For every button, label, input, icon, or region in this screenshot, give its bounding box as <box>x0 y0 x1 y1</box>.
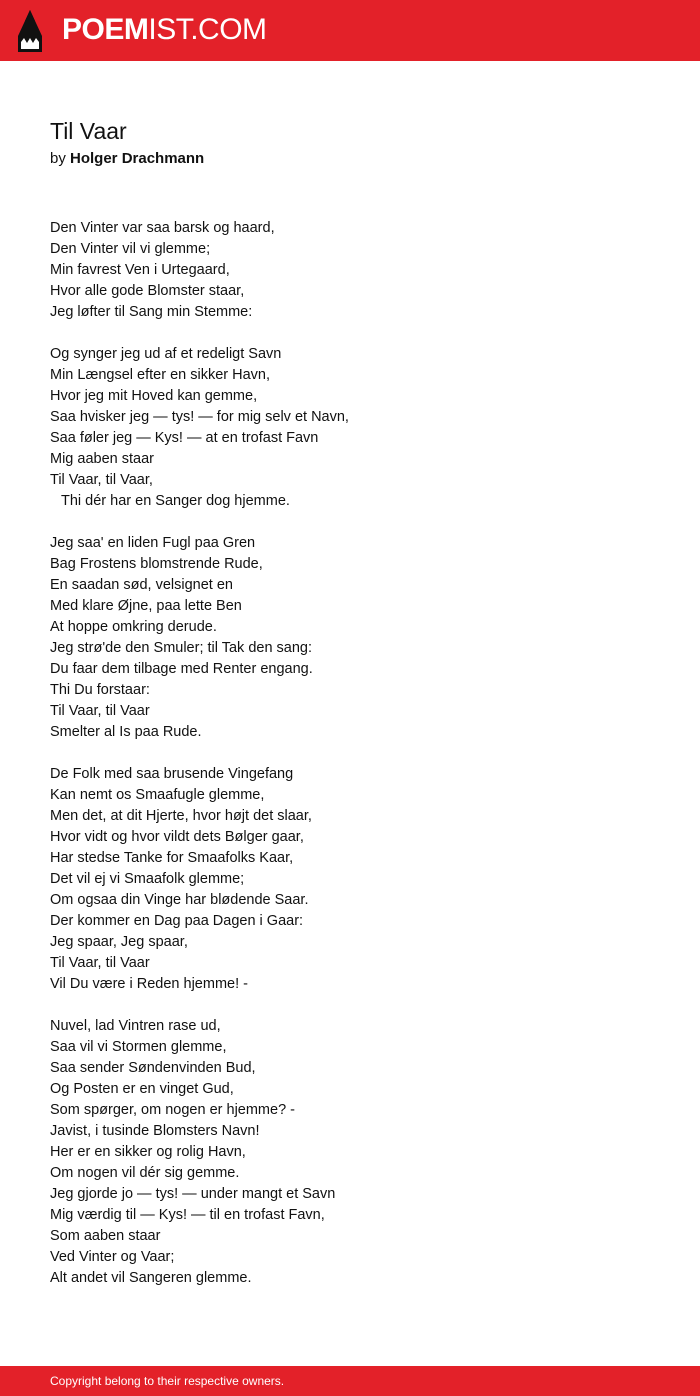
poem-line: Om ogsaa din Vinge har blødende Saar. <box>50 892 309 908</box>
poem-stanza <box>50 344 670 512</box>
poem-line: Vil Du være i Reden hjemme! - <box>50 976 248 992</box>
author-name: Holger Drachmann <box>70 150 205 167</box>
poem-line: Thi Du forstaar: <box>50 682 150 698</box>
poem-line: Og Posten er en vinget Gud, <box>50 1081 234 1097</box>
poem-line: Jeg saa' en liden Fugl paa Gren <box>50 535 256 551</box>
pencil-tip-icon[interactable] <box>18 10 42 52</box>
poem-line: Smelter al Is paa Rude. <box>50 724 202 740</box>
site-footer <box>0 1366 700 1396</box>
byline-prefix: by <box>50 150 66 167</box>
logo-light-text: IST.COM <box>148 13 267 46</box>
poem-line: Men det, at dit Hjerte, hvor højt det slaar, <box>50 808 312 824</box>
poem-line: Hvor jeg mit Hoved kan gemme, <box>50 388 258 404</box>
poem-line: Min favrest Ven i Urtegaard, <box>50 262 230 278</box>
poem-byline <box>50 148 204 170</box>
poem-line: Om nogen vil dér sig gemme. <box>50 1165 240 1181</box>
site-header <box>0 0 700 61</box>
poem-line: Jeg strø'de den Smuler; til Tak den sang: <box>50 640 313 656</box>
poem-stanza <box>50 533 670 743</box>
poem-line: Som aaben staar <box>50 1228 161 1244</box>
logo-bold-text: POEM <box>62 13 149 46</box>
poem-title: Til Vaar <box>50 118 127 144</box>
poem-line: Saa hvisker jeg — tys! — for mig selv et Navn, <box>50 409 349 425</box>
poem-line: Alt andet vil Sangeren glemme. <box>50 1270 252 1286</box>
poem-line: Til Vaar, til Vaar <box>50 703 150 719</box>
poem-line: Den Vinter vil vi glemme; <box>50 241 211 257</box>
poem-line: Hvor vidt og hvor vildt dets Bølger gaar, <box>50 829 304 845</box>
poem-line: Her er en sikker og rolig Havn, <box>50 1144 246 1160</box>
poem-line: Saa føler jeg — Kys! — at en trofast Favn <box>50 430 319 446</box>
poem-line: Thi dér har en Sanger dog hjemme. <box>61 493 290 509</box>
poem-line: Mig aaben staar <box>50 451 154 467</box>
poem-line: Til Vaar, til Vaar, <box>50 472 153 488</box>
poem-line: Nuvel, lad Vintren rase ud, <box>50 1018 221 1034</box>
poem-line: Bag Frostens blomstrende Rude, <box>50 556 263 572</box>
poem-line: Kan nemt os Smaafugle glemme, <box>50 787 265 803</box>
poem-line: Den Vinter var saa barsk og haard, <box>50 220 275 236</box>
poem-line: Jeg gjorde jo — tys! — under mangt et Savn <box>50 1186 336 1202</box>
site-logo[interactable] <box>62 12 267 48</box>
poem-body <box>50 218 670 1310</box>
poem-stanza <box>50 218 670 323</box>
copyright-notice: Copyright belong to their respective owners. <box>50 1374 285 1388</box>
poem-line: Som spørger, om nogen er hjemme? - <box>50 1102 295 1118</box>
poem-line: Har stedse Tanke for Smaafolks Kaar, <box>50 850 294 866</box>
poem-line: Du faar dem tilbage med Renter engang. <box>50 661 313 677</box>
poem-line: Javist, i tusinde Blomsters Navn! <box>50 1123 260 1139</box>
poem-line: De Folk med saa brusende Vingefang <box>50 766 294 782</box>
poem-stanza <box>50 1016 670 1289</box>
poem-stanza <box>50 764 670 995</box>
poem-line: Mig værdig til — Kys! — til en trofast Favn, <box>50 1207 325 1223</box>
poem-line: Med klare Øjne, paa lette Ben <box>50 598 242 614</box>
poem-line: Jeg spaar, Jeg spaar, <box>50 934 188 950</box>
poem-line: Ved Vinter og Vaar; <box>50 1249 175 1265</box>
poem-line: Og synger jeg ud af et redeligt Savn <box>50 346 282 362</box>
poem-line: Det vil ej vi Smaafolk glemme; <box>50 871 245 887</box>
poem-line: At hoppe omkring derude. <box>50 619 217 635</box>
poem-line: Der kommer en Dag paa Dagen i Gaar: <box>50 913 304 929</box>
poem-line: En saadan sød, velsignet en <box>50 577 233 593</box>
poem-line: Saa sender Søndenvinden Bud, <box>50 1060 256 1076</box>
poem-line: Jeg løfter til Sang min Stemme: <box>50 304 253 320</box>
poem-line: Saa vil vi Stormen glemme, <box>50 1039 227 1055</box>
poem-line: Til Vaar, til Vaar <box>50 955 150 971</box>
poem-line: Hvor alle gode Blomster staar, <box>50 283 245 299</box>
poem-line: Min Længsel efter en sikker Havn, <box>50 367 271 383</box>
